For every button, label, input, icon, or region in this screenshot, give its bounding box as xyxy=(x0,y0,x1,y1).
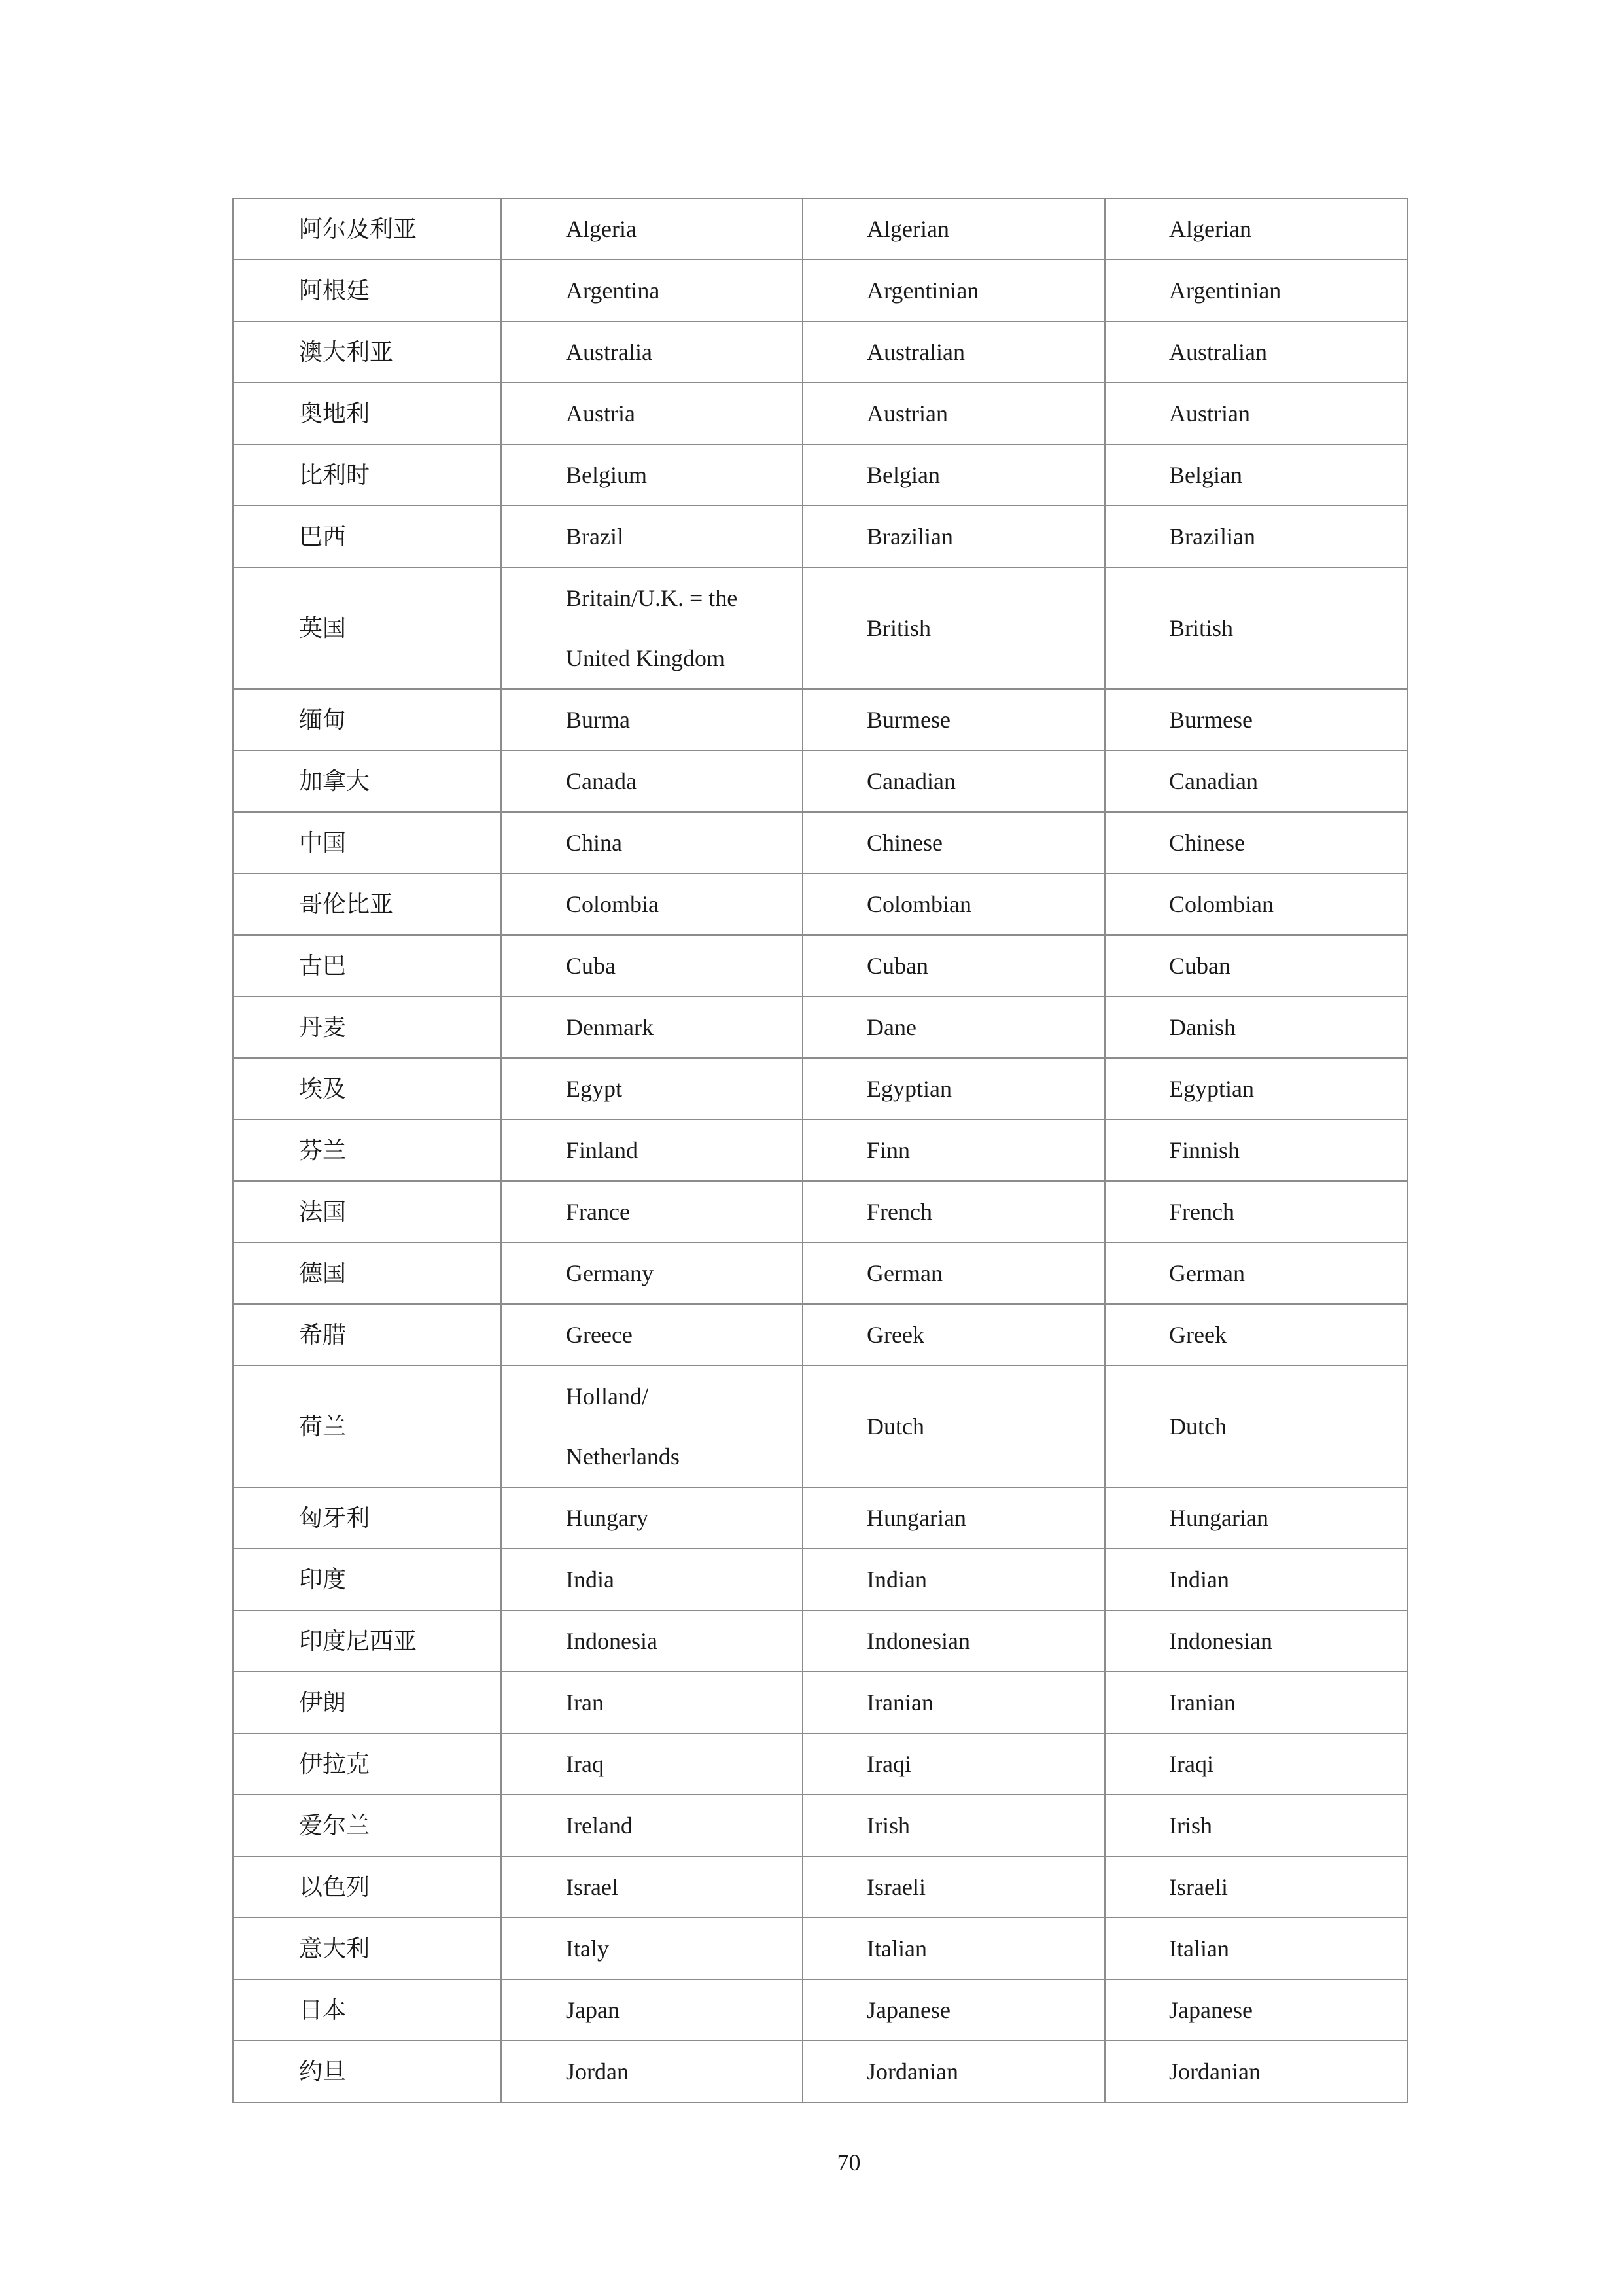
cell-chinese-name: 印度 xyxy=(233,1549,501,1610)
cell-country-line: Brazil xyxy=(566,523,623,550)
cell-country-line: United Kingdom xyxy=(566,645,725,671)
cell-country-line: Burma xyxy=(566,707,630,733)
cell-chinese-name: 芬兰 xyxy=(233,1120,501,1181)
cell-people: Israeli xyxy=(803,1856,1105,1918)
cell-country-line: Japan xyxy=(566,1997,620,2023)
cell-country xyxy=(501,2041,803,2102)
cell-people: British xyxy=(803,567,1105,689)
table-row xyxy=(233,1366,1408,1487)
cell-country xyxy=(501,1856,803,1918)
cell-adjective: Egyptian xyxy=(1105,1058,1408,1120)
table-row xyxy=(233,1733,1408,1795)
cell-people: Australian xyxy=(803,321,1105,383)
cell-country-line: Austria xyxy=(566,400,635,427)
cell-country-line: Greece xyxy=(566,1322,633,1348)
cell-adjective: Brazilian xyxy=(1105,506,1408,567)
cell-people: Japanese xyxy=(803,1979,1105,2041)
cell-country-line: Canada xyxy=(566,768,637,794)
cell-country xyxy=(501,567,803,689)
cell-chinese-name: 加拿大 xyxy=(233,751,501,812)
cell-people: Italian xyxy=(803,1918,1105,1979)
cell-adjective: Finnish xyxy=(1105,1120,1408,1181)
cell-chinese-name: 澳大利亚 xyxy=(233,321,501,383)
cell-chinese-name: 以色列 xyxy=(233,1856,501,1918)
cell-adjective: Irish xyxy=(1105,1795,1408,1856)
cell-chinese-name: 埃及 xyxy=(233,1058,501,1120)
cell-adjective: Indian xyxy=(1105,1549,1408,1610)
cell-people: Colombian xyxy=(803,874,1105,935)
cell-adjective: Argentinian xyxy=(1105,260,1408,321)
cell-country xyxy=(501,1181,803,1243)
cell-chinese-name: 法国 xyxy=(233,1181,501,1243)
cell-chinese-name: 希腊 xyxy=(233,1304,501,1366)
table-row xyxy=(233,2041,1408,2102)
table-row xyxy=(233,567,1408,689)
cell-chinese-name: 德国 xyxy=(233,1243,501,1304)
table-row xyxy=(233,1304,1408,1366)
table-row xyxy=(233,751,1408,812)
cell-country xyxy=(501,1366,803,1487)
cell-people: Indian xyxy=(803,1549,1105,1610)
table-row xyxy=(233,260,1408,321)
table-row xyxy=(233,1058,1408,1120)
cell-country-line: China xyxy=(566,830,622,856)
table-row xyxy=(233,1487,1408,1549)
table-row xyxy=(233,1856,1408,1918)
cell-country xyxy=(501,1610,803,1672)
table-row xyxy=(233,321,1408,383)
cell-people: Dane xyxy=(803,997,1105,1058)
cell-country-line: Holland/ xyxy=(566,1383,648,1409)
cell-adjective: Austrian xyxy=(1105,383,1408,444)
cell-chinese-name: 奥地利 xyxy=(233,383,501,444)
cell-people: Egyptian xyxy=(803,1058,1105,1120)
cell-country-line: India xyxy=(566,1566,614,1593)
cell-chinese-name: 阿尔及利亚 xyxy=(233,198,501,260)
cell-country-line: Hungary xyxy=(566,1505,648,1531)
cell-country xyxy=(501,383,803,444)
cell-country xyxy=(501,506,803,567)
table-row xyxy=(233,812,1408,874)
cell-chinese-name: 日本 xyxy=(233,1979,501,2041)
cell-people: Cuban xyxy=(803,935,1105,997)
cell-country xyxy=(501,812,803,874)
cell-people: Jordanian xyxy=(803,2041,1105,2102)
cell-country xyxy=(501,198,803,260)
cell-adjective: German xyxy=(1105,1243,1408,1304)
cell-chinese-name: 中国 xyxy=(233,812,501,874)
cell-people: Iraqi xyxy=(803,1733,1105,1795)
cell-people: German xyxy=(803,1243,1105,1304)
cell-adjective: Colombian xyxy=(1105,874,1408,935)
nationality-table xyxy=(232,198,1408,2103)
cell-adjective: Iranian xyxy=(1105,1672,1408,1733)
cell-country-line: Australia xyxy=(566,339,652,365)
cell-people: Argentinian xyxy=(803,260,1105,321)
cell-chinese-name: 印度尼西亚 xyxy=(233,1610,501,1672)
cell-adjective: Israeli xyxy=(1105,1856,1408,1918)
cell-adjective: Greek xyxy=(1105,1304,1408,1366)
cell-chinese-name: 英国 xyxy=(233,567,501,689)
cell-adjective: French xyxy=(1105,1181,1408,1243)
cell-chinese-name: 巴西 xyxy=(233,506,501,567)
cell-adjective: Italian xyxy=(1105,1918,1408,1979)
table-row xyxy=(233,935,1408,997)
cell-country xyxy=(501,874,803,935)
cell-country xyxy=(501,751,803,812)
cell-country xyxy=(501,1304,803,1366)
cell-country-line: Algeria xyxy=(566,216,637,242)
cell-people: Hungarian xyxy=(803,1487,1105,1549)
cell-country xyxy=(501,689,803,751)
cell-country-line: Finland xyxy=(566,1137,638,1163)
cell-chinese-name: 哥伦比亚 xyxy=(233,874,501,935)
cell-country xyxy=(501,1979,803,2041)
table-row xyxy=(233,1979,1408,2041)
table-row xyxy=(233,383,1408,444)
table-row xyxy=(233,198,1408,260)
cell-adjective: Burmese xyxy=(1105,689,1408,751)
cell-adjective: Japanese xyxy=(1105,1979,1408,2041)
cell-country xyxy=(501,1918,803,1979)
table-row xyxy=(233,689,1408,751)
cell-country-line: Israel xyxy=(566,1874,618,1900)
cell-people: Algerian xyxy=(803,198,1105,260)
cell-chinese-name: 古巴 xyxy=(233,935,501,997)
cell-adjective: Dutch xyxy=(1105,1366,1408,1487)
table-row xyxy=(233,1918,1408,1979)
cell-chinese-name: 爱尔兰 xyxy=(233,1795,501,1856)
cell-adjective: Hungarian xyxy=(1105,1487,1408,1549)
cell-country-line: Iraq xyxy=(566,1751,604,1777)
cell-people: Burmese xyxy=(803,689,1105,751)
cell-people: Austrian xyxy=(803,383,1105,444)
cell-country-line: France xyxy=(566,1199,630,1225)
table-row xyxy=(233,1120,1408,1181)
cell-country xyxy=(501,1243,803,1304)
cell-country-line: Belgium xyxy=(566,462,647,488)
cell-country-line: Indonesia xyxy=(566,1628,657,1654)
cell-chinese-name: 缅甸 xyxy=(233,689,501,751)
table-row xyxy=(233,1610,1408,1672)
table-row xyxy=(233,444,1408,506)
cell-country xyxy=(501,1058,803,1120)
cell-chinese-name: 丹麦 xyxy=(233,997,501,1058)
cell-country xyxy=(501,1672,803,1733)
cell-chinese-name: 伊拉克 xyxy=(233,1733,501,1795)
cell-chinese-name: 伊朗 xyxy=(233,1672,501,1733)
cell-country xyxy=(501,1733,803,1795)
table-row xyxy=(233,874,1408,935)
cell-country-line: Egypt xyxy=(566,1076,622,1102)
table-row xyxy=(233,1795,1408,1856)
cell-people: Greek xyxy=(803,1304,1105,1366)
cell-adjective: Algerian xyxy=(1105,198,1408,260)
cell-country xyxy=(501,1487,803,1549)
cell-people: French xyxy=(803,1181,1105,1243)
cell-chinese-name: 阿根廷 xyxy=(233,260,501,321)
cell-country-line: Denmark xyxy=(566,1014,654,1040)
cell-adjective: Australian xyxy=(1105,321,1408,383)
cell-adjective: Canadian xyxy=(1105,751,1408,812)
cell-country-line: Britain/U.K. = the xyxy=(566,585,738,611)
table-row xyxy=(233,1672,1408,1733)
table-row xyxy=(233,1549,1408,1610)
cell-chinese-name: 荷兰 xyxy=(233,1366,501,1487)
cell-people: Chinese xyxy=(803,812,1105,874)
cell-chinese-name: 约旦 xyxy=(233,2041,501,2102)
cell-adjective: Indonesian xyxy=(1105,1610,1408,1672)
cell-country xyxy=(501,1549,803,1610)
table-row xyxy=(233,997,1408,1058)
cell-country-line: Germany xyxy=(566,1260,654,1286)
page-number: 70 xyxy=(837,2149,861,2176)
cell-people: Finn xyxy=(803,1120,1105,1181)
cell-adjective: Jordanian xyxy=(1105,2041,1408,2102)
cell-country-line: Iran xyxy=(566,1689,604,1716)
cell-chinese-name: 意大利 xyxy=(233,1918,501,1979)
cell-adjective: British xyxy=(1105,567,1408,689)
cell-adjective: Chinese xyxy=(1105,812,1408,874)
cell-country-line: Colombia xyxy=(566,891,659,917)
cell-country-line: Italy xyxy=(566,1935,609,1962)
cell-adjective: Cuban xyxy=(1105,935,1408,997)
cell-chinese-name: 匈牙利 xyxy=(233,1487,501,1549)
cell-people: Indonesian xyxy=(803,1610,1105,1672)
cell-country-line: Cuba xyxy=(566,953,616,979)
cell-people: Iranian xyxy=(803,1672,1105,1733)
cell-country xyxy=(501,444,803,506)
cell-country xyxy=(501,321,803,383)
nationality-table-body xyxy=(233,198,1408,2102)
cell-adjective: Iraqi xyxy=(1105,1733,1408,1795)
cell-people: Irish xyxy=(803,1795,1105,1856)
cell-country xyxy=(501,1795,803,1856)
cell-country xyxy=(501,1120,803,1181)
cell-people: Dutch xyxy=(803,1366,1105,1487)
cell-people: Canadian xyxy=(803,751,1105,812)
cell-country xyxy=(501,935,803,997)
cell-country-line: Ireland xyxy=(566,1812,633,1839)
cell-country-line: Netherlands xyxy=(566,1443,680,1470)
table-row xyxy=(233,1243,1408,1304)
cell-country-line: Jordan xyxy=(566,2058,629,2085)
cell-people: Belgian xyxy=(803,444,1105,506)
cell-country xyxy=(501,260,803,321)
cell-country xyxy=(501,997,803,1058)
cell-people: Brazilian xyxy=(803,506,1105,567)
table-row xyxy=(233,1181,1408,1243)
cell-country-line: Argentina xyxy=(566,277,660,304)
cell-adjective: Belgian xyxy=(1105,444,1408,506)
cell-chinese-name: 比利时 xyxy=(233,444,501,506)
table-row xyxy=(233,506,1408,567)
cell-adjective: Danish xyxy=(1105,997,1408,1058)
